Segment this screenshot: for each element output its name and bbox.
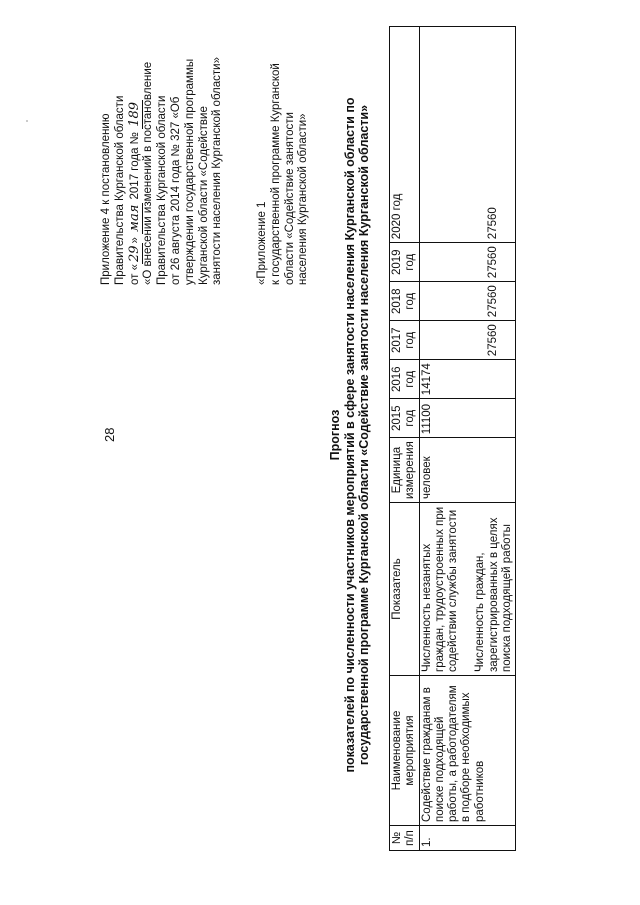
appendix2-line: области «Содействие занятости [283,112,296,285]
appendix2-line: населения Курганской области» [297,113,310,285]
header-2019: 2019 год [390,243,420,282]
cell-num: 1. [419,826,516,851]
appendix-line: Правительства Курганской области [113,95,126,285]
title-line: Прогноз [328,409,342,461]
appendix2-line: к государственной программе Курганской [269,63,282,285]
header-2016: 2016 год [390,360,420,399]
header-2017: 2017 год [390,321,420,360]
appendix-header [100,5,225,285]
appendix-line: Приложение 4 к постановлению [100,113,112,285]
table-header-row [390,27,420,851]
cell-2020: 27560 [419,27,516,243]
appendix-subheader [256,5,311,285]
handwritten-month: мая [126,204,142,232]
title-line: государственной программе Курганской области «Содействие занятости населения Курганской области» [357,104,371,766]
indicator-1: Численность незанятых граждан, трудоустроенных при содействии службы занятости [420,506,460,672]
forecast-table [389,26,516,851]
appendix2-line: «Приложение 1 [256,201,268,285]
page-number: 28 [102,427,117,442]
handwritten-day: 29 [126,245,142,262]
appendix-line: от 26 августа 2014 года № 327 «Об [169,96,182,285]
appendix-line: «О внесении изменений в постановление [142,61,155,285]
appendix-line: утверждении государственной программы [183,58,196,285]
header-name: Наименование мероприятия [390,676,420,826]
table-row [419,27,516,851]
appendix-date-line: от «29» мая 2017 года № 189 [126,101,142,285]
indicator-2: Численность граждан, зарегистрированных в целях поиска подходящей работы [474,517,514,672]
cell-name: Содействие гражданам в поиске подходящей работы, а работодателям в подборе необходимых работников [419,676,516,826]
document-title [328,85,372,785]
title-line: показателей по численности участников мероприятий в сфере занятости населения Курганской области по [342,97,357,773]
cell-indicators [419,503,516,676]
appendix-line: Курганской области «Содействие [197,106,210,285]
header-num: № п/п [390,826,420,851]
cell-2015: 11100 [419,399,516,438]
cell-2017: 27560 [419,321,516,360]
header-indicator: Показатель [390,503,420,676]
header-unit: Единица измерения [390,438,420,503]
header-2020: 2020 год [390,27,420,243]
handwritten-number: 189 [126,101,142,127]
appendix-line: Правительства Курганской области [156,95,169,285]
cell-unit: человек [419,438,516,503]
cell-2018: 27560 [419,282,516,321]
appendix-line: занятости населения Курганской области» [211,57,224,285]
cell-2016: 14174 [419,360,516,399]
header-2015: 2015 год [390,399,420,438]
header-2018: 2018 год [390,282,420,321]
cell-2019: 27560 [419,243,516,282]
